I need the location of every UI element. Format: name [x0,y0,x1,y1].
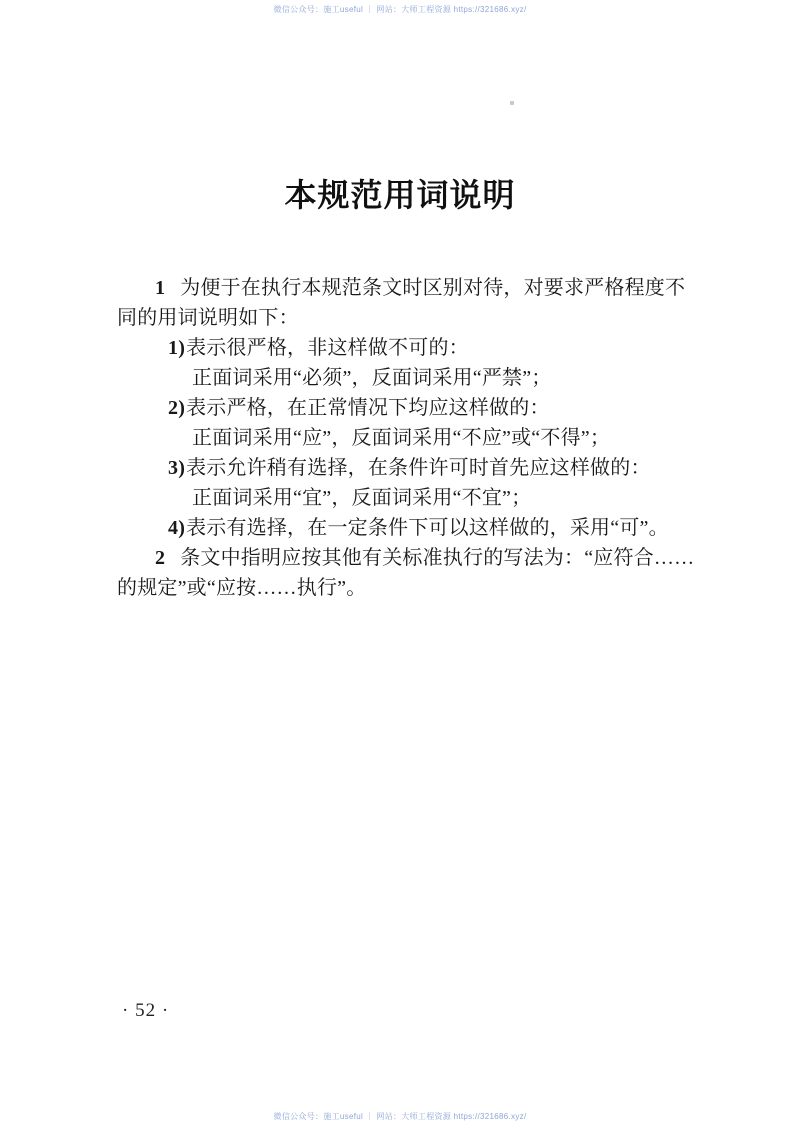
list-item-number: 4) [168,517,186,539]
scan-speck [510,101,514,105]
list-item-number: 3) [168,457,186,479]
list-item-number: 1) [168,337,186,359]
text-line: 同的用词说明如下： [117,307,299,329]
paragraph-number: 2 [155,547,166,569]
text-line [117,393,695,423]
body-text [117,273,695,603]
list-item-text: 表示很严格，非这样做不可的： [186,337,469,359]
text-line [117,333,695,363]
list-item-text: 表示严格，在正常情况下均应这样做的： [186,397,550,419]
text-line [117,543,695,573]
paragraph-number: 1 [155,277,166,299]
text-line: 正面词采用“必须”，反面词采用“严禁”； [192,367,552,389]
text-line: 的规定”或“应按……执行”。 [117,577,367,599]
watermark-top: 微信公众号：施工useful ｜ 网站：大师工程资源 https://321686.xyz/ [273,5,527,14]
text-line [117,453,695,483]
list-item-text: 表示有选择，在一定条件下可以这样做的，采用“可”。 [186,517,669,539]
text-line: 正面词采用“宜”，反面词采用“不宜”； [192,487,532,509]
list-item-text: 表示允许稍有选择，在条件许可时首先应这样做的： [186,457,651,479]
page-title: 本规范用词说明 [284,177,516,213]
paragraph-text: 条文中指明应按其他有关标准执行的写法为：“应符合…… [180,547,695,569]
watermark-bottom: 微信公众号：施工useful ｜ 网站：大师工程资源 https://321686.xyz/ [273,1112,527,1121]
paragraph-text: 为便于在执行本规范条文时区别对待，对要求严格程度不 [180,277,686,299]
text-line [117,273,695,303]
text-line [117,513,695,543]
page-number: · 52 · [122,1000,170,1021]
text-line: 正面词采用“应”，反面词采用“不应”或“不得”； [192,427,611,449]
list-item-number: 2) [168,397,186,419]
